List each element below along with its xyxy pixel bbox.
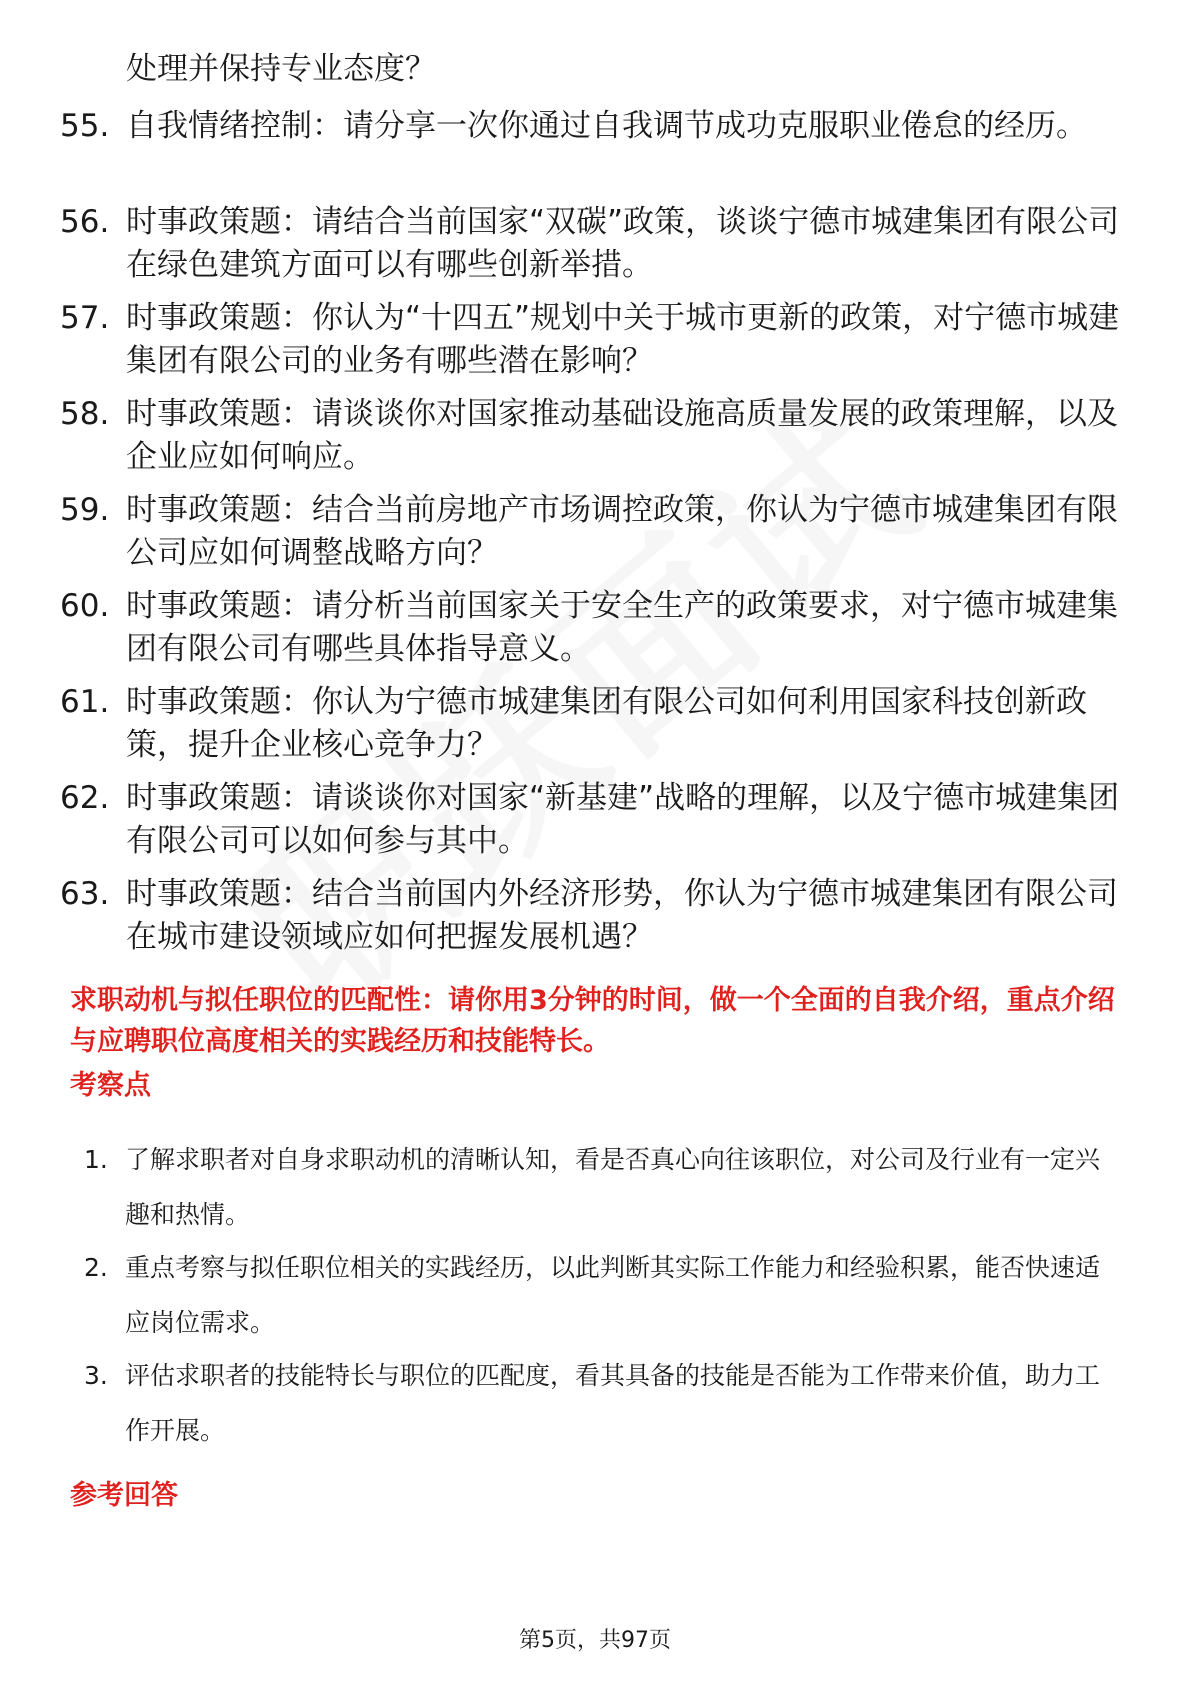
question-text: 时事政策题：请结合当前国家“双碳”政策，谈谈宁德市城建集团有限公司在绿色建筑方面可以有哪些创新举措。 bbox=[126, 204, 1120, 283]
question-number: 56. bbox=[60, 204, 110, 240]
question-text: 时事政策题：请分析当前国家关于安全生产的政策要求，对宁德市城建集团有限公司有哪些具体指导意义。 bbox=[126, 588, 1118, 667]
question-text: 自我情绪控制：请分享一次你通过自我调节成功克服职业倦怠的经历。 bbox=[126, 108, 1087, 144]
assessment-point-text: 评估求职者的技能特长与职位的匹配度，看其具备的技能是否能为工作带来价值，助力工作开展。 bbox=[125, 1361, 1101, 1445]
question-number: 60. bbox=[60, 588, 110, 624]
question-text: 时事政策题：结合当前房地产市场调控政策，你认为宁德市城建集团有限公司应如何调整战略方向？ bbox=[126, 492, 1118, 571]
question-item bbox=[60, 777, 1126, 863]
question-text: 时事政策题：请谈谈你对国家“新基建”战略的理解，以及宁德市城建集团有限公司可以如何参与其中。 bbox=[126, 780, 1120, 859]
question-number: 55. bbox=[60, 108, 110, 144]
page-footer: 第5页，共97页 bbox=[519, 1628, 671, 1653]
highlight-question: 求职动机与拟任职位的匹配性：请你用3分钟的时间，做一个全面的自我介绍，重点介绍与应聘职位高度相关的实践经历和技能特长。 bbox=[70, 985, 1115, 1057]
assessment-label: 考察点 bbox=[70, 1070, 151, 1101]
question-number: 59. bbox=[60, 492, 110, 528]
question-item bbox=[60, 297, 1126, 383]
question-number: 62. bbox=[60, 780, 110, 816]
question-item bbox=[60, 393, 1126, 479]
question-text: 时事政策题：你认为宁德市城建集团有限公司如何利用国家科技创新政策，提升企业核心竞争力？ bbox=[126, 684, 1087, 763]
question-number: 58. bbox=[60, 396, 110, 432]
question-item bbox=[60, 489, 1126, 575]
question-text: 时事政策题：请谈谈你对国家推动基础设施高质量发展的政策理解，以及企业应如何响应。 bbox=[126, 396, 1118, 475]
question-continuation: 处理并保持专业态度？ bbox=[126, 51, 436, 87]
reference-answer-label: 参考回答 bbox=[70, 1480, 178, 1511]
question-item bbox=[60, 201, 1126, 287]
assessment-point-number: 2. bbox=[84, 1253, 108, 1282]
assessment-point bbox=[80, 1348, 1120, 1458]
assessment-point-number: 3. bbox=[84, 1361, 108, 1390]
assessment-point-text: 重点考察与拟任职位相关的实践经历，以此判断其实际工作能力和经验积累，能否快速适应岗位需求。 bbox=[125, 1253, 1101, 1337]
question-number: 63. bbox=[60, 876, 110, 912]
assessment-point-number: 1. bbox=[84, 1145, 108, 1174]
question-number: 61. bbox=[60, 684, 110, 720]
question-item bbox=[60, 585, 1126, 671]
question-item bbox=[60, 681, 1126, 767]
question-text: 时事政策题：你认为“十四五”规划中关于城市更新的政策，对宁德市城建集团有限公司的业务有哪些潜在影响？ bbox=[126, 300, 1120, 379]
question-item bbox=[60, 105, 1126, 148]
question-item bbox=[60, 873, 1126, 959]
assessment-point bbox=[80, 1240, 1120, 1350]
assessment-point bbox=[80, 1132, 1120, 1242]
question-text: 时事政策题：结合当前国内外经济形势，你认为宁德市城建集团有限公司在城市建设领域应如何把握发展机遇？ bbox=[126, 876, 1118, 955]
question-number: 57. bbox=[60, 300, 110, 336]
assessment-point-text: 了解求职者对自身求职动机的清晰认知，看是否真心向往该职位，对公司及行业有一定兴趣和热情。 bbox=[125, 1145, 1101, 1229]
